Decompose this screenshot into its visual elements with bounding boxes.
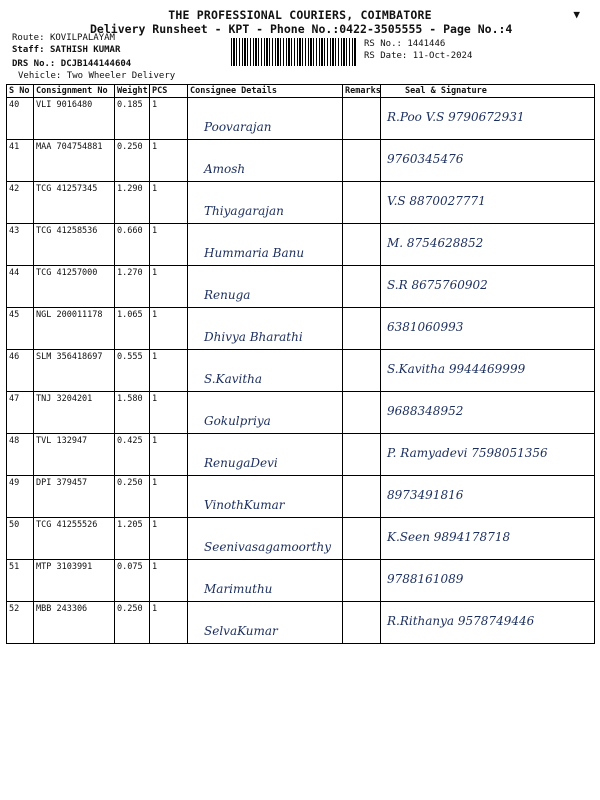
table-row [7, 434, 595, 476]
signature-cell [381, 350, 595, 392]
drs-info [12, 59, 131, 69]
consignee-name: S.Kavitha [204, 372, 263, 386]
pcs-cell [150, 392, 188, 434]
consignee-cell [188, 224, 343, 266]
pcs-cell [150, 602, 188, 644]
pcs-value: 1 [152, 226, 158, 236]
sno-cell [7, 434, 34, 476]
signature-text: S.Kavitha 9944469999 [387, 362, 526, 376]
remarks-cell [343, 140, 381, 182]
consignment-cell [34, 392, 115, 434]
staff-value: SATHISH KUMAR [49, 45, 121, 55]
table-row [7, 476, 595, 518]
consignment-cell [34, 182, 115, 224]
pcs-value: 1 [152, 604, 158, 614]
pcs-cell [150, 434, 188, 476]
weight-value: 1.270 [117, 268, 143, 278]
consignment-value: NGL 200011178 [36, 310, 103, 320]
consignee-cell [188, 350, 343, 392]
consignee-name: Amosh [204, 162, 246, 176]
table-row [7, 560, 595, 602]
pcs-value: 1 [152, 478, 158, 488]
sno-cell [7, 182, 34, 224]
consignment-value: TCG 41258536 [36, 226, 98, 236]
signature-cell [381, 98, 595, 140]
signature-text: K.Seen 9894178718 [387, 530, 511, 544]
table-row [7, 392, 595, 434]
remarks-cell [343, 308, 381, 350]
signature-text: P. Ramyadevi 7598051356 [387, 446, 548, 460]
pcs-value: 1 [152, 184, 158, 194]
signature-cell [381, 266, 595, 308]
pcs-value: 1 [152, 100, 158, 110]
barcode-image [231, 38, 356, 66]
remarks-cell [343, 560, 381, 602]
consignee-cell [188, 602, 343, 644]
consignment-value: MTP 3103991 [36, 562, 93, 572]
weight-value: 0.250 [117, 604, 143, 614]
weight-cell [115, 518, 150, 560]
sno-value: 49 [9, 478, 20, 488]
signature-text: S.R 8675760902 [387, 278, 488, 292]
consignee-cell [188, 266, 343, 308]
sno-value: 51 [9, 562, 20, 572]
consignment-cell [34, 98, 115, 140]
weight-cell [115, 476, 150, 518]
pcs-value: 1 [152, 520, 158, 530]
consignment-value: MAA 704754881 [36, 142, 103, 152]
pcs-cell [150, 308, 188, 350]
weight-value: 1.290 [117, 184, 143, 194]
pcs-cell [150, 518, 188, 560]
pcs-cell [150, 140, 188, 182]
sno-value: 44 [9, 268, 20, 278]
sno-cell [7, 560, 34, 602]
consignment-value: TVL 132947 [36, 436, 88, 446]
signature-text: V.S 8870027771 [387, 194, 486, 208]
consignee-name: Poovarajan [204, 120, 272, 134]
col-remarks: Remarks [343, 85, 381, 98]
consignment-value: SLM 356418697 [36, 352, 103, 362]
consignee-cell [188, 392, 343, 434]
consignment-value: TCG 41255526 [36, 520, 98, 530]
consignment-cell [34, 266, 115, 308]
consignee-cell [188, 182, 343, 224]
pcs-value: 1 [152, 310, 158, 320]
weight-cell [115, 98, 150, 140]
rs-no-value: 1441446 [407, 39, 446, 49]
remarks-cell [343, 602, 381, 644]
consignee-name: Marimuthu [204, 582, 273, 596]
weight-value: 0.185 [117, 100, 143, 110]
remarks-cell [343, 392, 381, 434]
sno-value: 41 [9, 142, 20, 152]
consignee-cell [188, 140, 343, 182]
sno-cell [7, 518, 34, 560]
consignee-name: Renuga [204, 288, 251, 302]
col-weight: Weight [115, 85, 150, 98]
consignment-cell [34, 434, 115, 476]
remarks-cell [343, 434, 381, 476]
consignment-cell [34, 602, 115, 644]
signature-cell [381, 224, 595, 266]
weight-cell [115, 560, 150, 602]
consignment-value: TNJ 3204201 [36, 394, 93, 404]
pcs-value: 1 [152, 562, 158, 572]
signature-cell [381, 602, 595, 644]
sno-cell [7, 350, 34, 392]
sno-value: 50 [9, 520, 20, 530]
consignment-cell [34, 560, 115, 602]
sno-value: 47 [9, 394, 20, 404]
consignee-cell [188, 434, 343, 476]
sno-value: 52 [9, 604, 20, 614]
table-row [7, 350, 595, 392]
table-header [7, 85, 595, 98]
sno-cell [7, 224, 34, 266]
consignment-value: DPI 379457 [36, 478, 88, 488]
remarks-cell [343, 98, 381, 140]
consignment-value: VLI 9016480 [36, 100, 93, 110]
weight-cell [115, 350, 150, 392]
weight-cell [115, 392, 150, 434]
pcs-value: 1 [152, 436, 158, 446]
pcs-cell [150, 560, 188, 602]
signature-cell [381, 140, 595, 182]
vehicle-label: Vehicle: [18, 71, 62, 81]
consignee-name: Hummaria Banu [204, 246, 305, 260]
vehicle-value: Two Wheeler Delivery [66, 71, 176, 81]
signature-cell [381, 434, 595, 476]
signature-text: M. 8754628852 [387, 236, 484, 250]
consignee-cell [188, 518, 343, 560]
col-sno: S No [7, 85, 34, 98]
weight-value: 0.425 [117, 436, 143, 446]
runsheet-table [6, 84, 595, 644]
weight-cell [115, 266, 150, 308]
drs-value: DCJB144144604 [60, 59, 132, 69]
signature-cell [381, 308, 595, 350]
sno-value: 48 [9, 436, 20, 446]
table-body [7, 98, 595, 644]
pcs-cell [150, 476, 188, 518]
signature-text: 6381060993 [387, 320, 464, 334]
signature-text: 9760345476 [387, 152, 464, 166]
company-title: THE PROFESSIONAL COURIERS, COIMBATORE [168, 8, 432, 22]
drs-label: DRS No.: [12, 59, 56, 69]
staff-label: Staff: [12, 45, 45, 55]
signature-text: 9688348952 [387, 404, 464, 418]
table-row [7, 308, 595, 350]
pcs-value: 1 [152, 268, 158, 278]
runsheet-subtitle: Delivery Runsheet - KPT - Phone No.:0422-3505555 - Page No.:4 [90, 22, 513, 36]
consignee-cell [188, 560, 343, 602]
sno-cell [7, 602, 34, 644]
rs-no-info [364, 39, 445, 49]
signature-cell [381, 392, 595, 434]
consignment-cell [34, 140, 115, 182]
consignment-value: TCG 41257000 [36, 268, 98, 278]
rs-date-value: 11-Oct-2024 [412, 51, 473, 61]
table-row [7, 182, 595, 224]
sno-cell [7, 392, 34, 434]
sno-cell [7, 476, 34, 518]
table-row [7, 518, 595, 560]
weight-cell [115, 308, 150, 350]
signature-text: 8973491816 [387, 488, 464, 502]
weight-value: 1.205 [117, 520, 143, 530]
route-label: Route: [12, 33, 45, 43]
consignee-name: Seenivasagamoorthy [204, 540, 331, 554]
weight-value: 0.555 [117, 352, 143, 362]
consignee-name: RenugaDevi [204, 456, 278, 470]
pcs-cell [150, 182, 188, 224]
table-row [7, 224, 595, 266]
remarks-cell [343, 266, 381, 308]
signature-cell [381, 518, 595, 560]
table-row [7, 140, 595, 182]
pcs-value: 1 [152, 142, 158, 152]
signature-text: R.Rithanya 9578749446 [387, 614, 535, 628]
sno-cell [7, 266, 34, 308]
pcs-cell [150, 98, 188, 140]
signature-cell [381, 560, 595, 602]
consignee-name: Gokulpriya [204, 414, 271, 428]
weight-value: 0.660 [117, 226, 143, 236]
consignee-cell [188, 98, 343, 140]
staff-info [12, 45, 120, 55]
vehicle-info [18, 71, 175, 81]
signature-cell [381, 182, 595, 224]
weight-cell [115, 224, 150, 266]
pcs-value: 1 [152, 394, 158, 404]
remarks-cell [343, 476, 381, 518]
consignment-cell [34, 518, 115, 560]
consignment-cell [34, 308, 115, 350]
dropdown-arrow-icon[interactable]: ▼ [573, 8, 580, 21]
table-row [7, 266, 595, 308]
consignee-name: Dhivya Bharathi [204, 330, 303, 344]
pcs-cell [150, 350, 188, 392]
consignee-cell [188, 308, 343, 350]
signature-text: 9788161089 [387, 572, 464, 586]
rs-no-label: RS No.: [364, 39, 402, 49]
weight-value: 1.065 [117, 310, 143, 320]
sno-value: 42 [9, 184, 20, 194]
sno-value: 43 [9, 226, 20, 236]
sno-value: 40 [9, 100, 20, 110]
signature-text: R.Poo V.S 9790672931 [387, 110, 525, 124]
weight-cell [115, 602, 150, 644]
consignment-cell [34, 350, 115, 392]
consignee-cell [188, 476, 343, 518]
pcs-cell [150, 266, 188, 308]
rs-date-label: RS Date: [364, 51, 408, 61]
weight-value: 1.580 [117, 394, 143, 404]
col-signature: Seal & Signature [381, 85, 595, 98]
consignment-cell [34, 224, 115, 266]
table-row [7, 98, 595, 140]
rs-date-info [364, 51, 472, 61]
sno-value: 46 [9, 352, 20, 362]
sno-cell [7, 98, 34, 140]
col-consignment: Consignment No [34, 85, 115, 98]
consignment-cell [34, 476, 115, 518]
remarks-cell [343, 518, 381, 560]
signature-cell [381, 476, 595, 518]
weight-value: 0.250 [117, 142, 143, 152]
col-pcs: PCS [150, 85, 188, 98]
weight-value: 0.075 [117, 562, 143, 572]
consignment-value: MBB 243306 [36, 604, 88, 614]
weight-cell [115, 182, 150, 224]
sno-value: 45 [9, 310, 20, 320]
consignee-name: VinothKumar [204, 498, 285, 512]
weight-cell [115, 140, 150, 182]
pcs-cell [150, 224, 188, 266]
sno-cell [7, 308, 34, 350]
col-consignee: Consignee Details [188, 85, 343, 98]
consignee-name: SelvaKumar [204, 624, 278, 638]
pcs-value: 1 [152, 352, 158, 362]
weight-value: 0.250 [117, 478, 143, 488]
route-value: KOVILPALAYAM [49, 33, 115, 43]
remarks-cell [343, 350, 381, 392]
remarks-cell [343, 224, 381, 266]
table-row [7, 602, 595, 644]
remarks-cell [343, 182, 381, 224]
route-info [12, 33, 115, 43]
sno-cell [7, 140, 34, 182]
weight-cell [115, 434, 150, 476]
consignee-name: Thiyagarajan [204, 204, 284, 218]
consignment-value: TCG 41257345 [36, 184, 98, 194]
